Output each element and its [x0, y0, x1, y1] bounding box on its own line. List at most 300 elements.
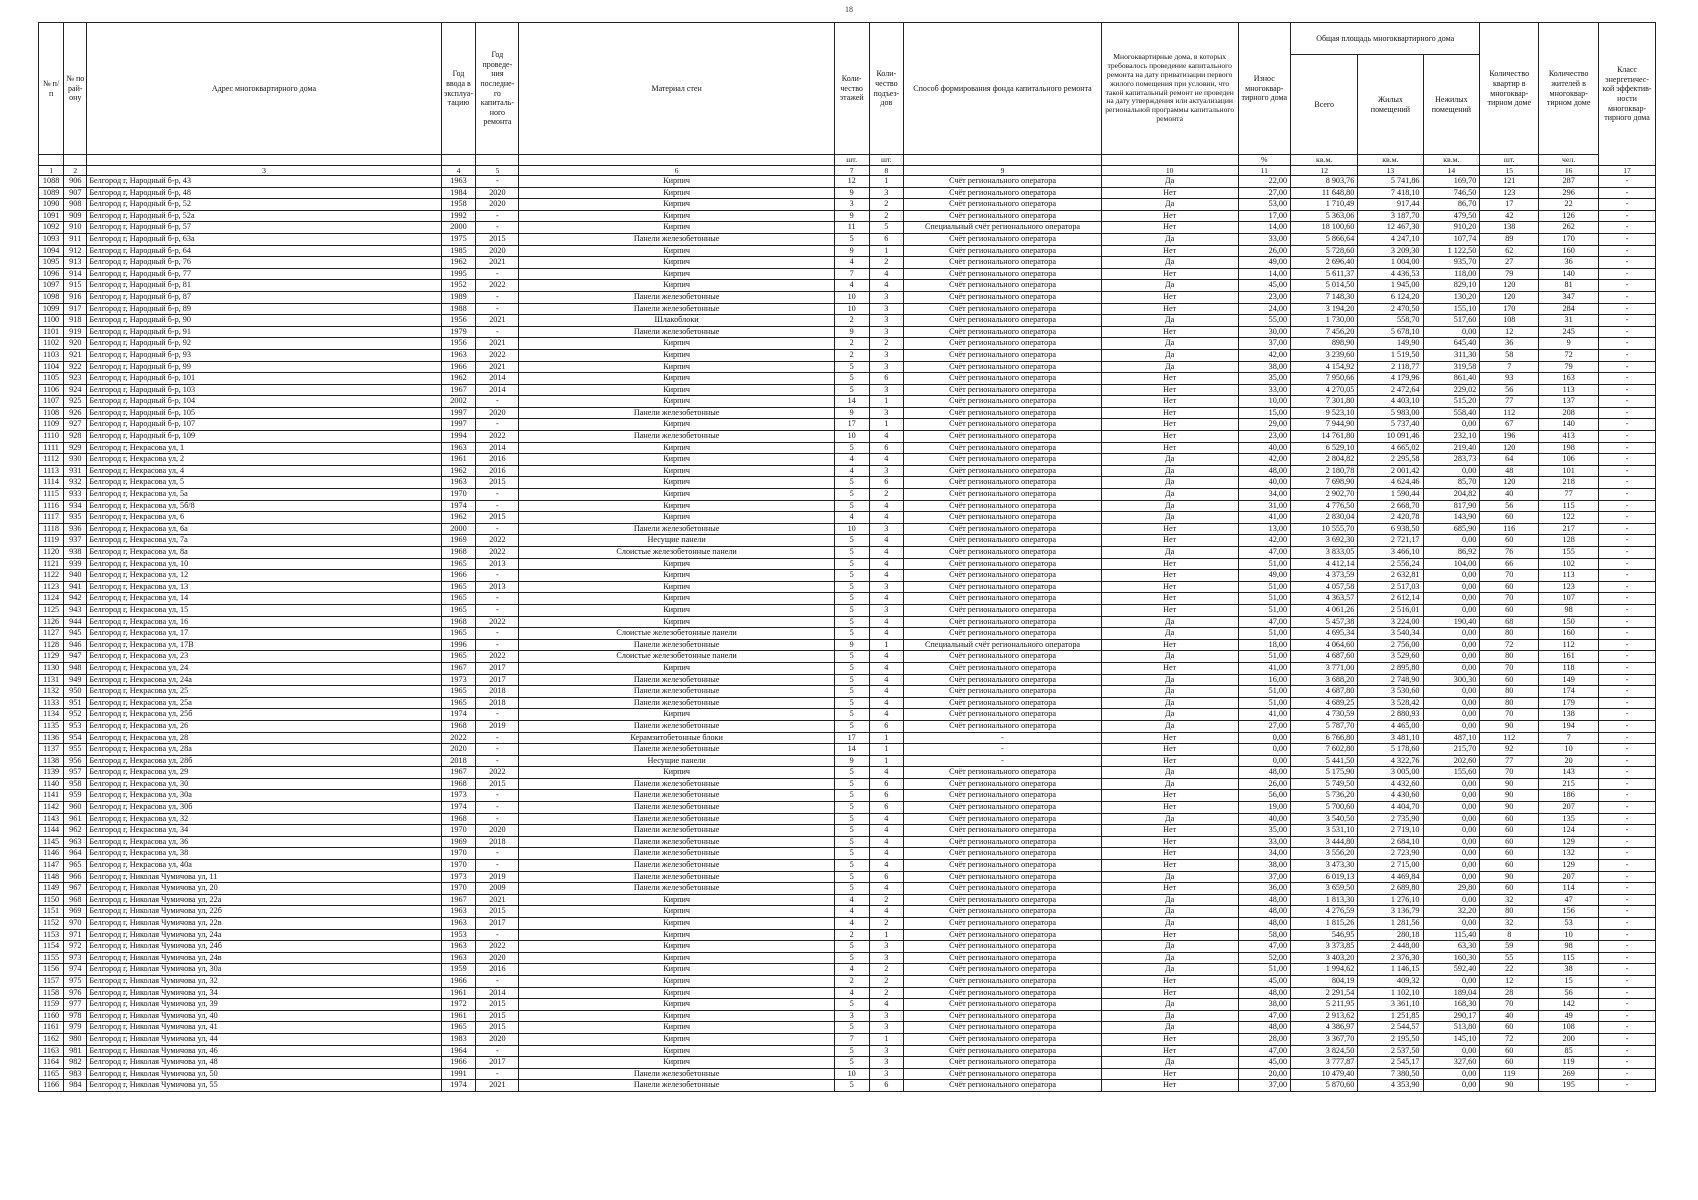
- cell-floors: 17: [834, 732, 869, 744]
- cell-year-built: 1994: [441, 431, 476, 443]
- cell-wall-material: Панели железобетонные: [519, 407, 834, 419]
- cell-fund-method: Счёт регионального оператора: [904, 326, 1102, 338]
- cell-apartments: 27: [1480, 257, 1539, 269]
- cell-address: Белгород г, Народный б-р, 101: [87, 373, 441, 385]
- cell-area-nonresidential: 0,00: [1423, 465, 1480, 477]
- cell-floors: 4: [834, 894, 869, 906]
- cell-energy-class: -: [1599, 338, 1656, 350]
- cell-area-total: 3 771,00: [1291, 662, 1358, 674]
- cell-apartments: 60: [1480, 674, 1539, 686]
- cell-energy-class: -: [1599, 918, 1656, 930]
- cell-wear: 45,00: [1238, 975, 1291, 987]
- cell-area-total: 1 815,26: [1291, 918, 1358, 930]
- cell-area-total: 3 824,50: [1291, 1045, 1358, 1057]
- cell-area-residential: 2 880,93: [1358, 709, 1423, 721]
- header-wear: Износ многоквар-тирного дома: [1238, 23, 1291, 155]
- cell-year-repair: 2015: [476, 778, 519, 790]
- cell-area-nonresidential: 190,40: [1423, 616, 1480, 628]
- cell-residents: 132: [1539, 848, 1599, 860]
- cell-apartments: 60: [1480, 1022, 1539, 1034]
- cell-energy-class: -: [1599, 848, 1656, 860]
- cell-area-residential: 1 276,10: [1358, 894, 1423, 906]
- cell-wall-material: Панели железобетонные: [519, 836, 834, 848]
- cell-fund-method: Счёт регионального оператора: [904, 291, 1102, 303]
- cell-entrances: 6: [869, 233, 904, 245]
- cell-floors: 5: [834, 767, 869, 779]
- cell-year-repair: 2015: [476, 512, 519, 524]
- table-row: [39, 604, 1656, 616]
- cell-fund-method: Счёт регионального оператора: [904, 709, 1102, 721]
- cell-address: Белгород г, Некрасова ул, 30а: [87, 790, 441, 802]
- cell-district-number: 907: [64, 187, 87, 199]
- cell-floors: 3: [834, 199, 869, 211]
- cell-wear: 24,00: [1238, 303, 1291, 315]
- cell-repair-required: Да: [1101, 454, 1238, 466]
- table-row: [39, 674, 1656, 686]
- cell-residents: 195: [1539, 1080, 1599, 1092]
- cell-year-repair: 2013: [476, 581, 519, 593]
- cell-row-number: 1108: [39, 407, 64, 419]
- cell-residents: 10: [1539, 929, 1599, 941]
- cell-wall-material: Кирпич: [519, 454, 834, 466]
- cell-wear: 27,00: [1238, 720, 1291, 732]
- cell-residents: 47: [1539, 894, 1599, 906]
- cell-repair-required: Нет: [1101, 558, 1238, 570]
- cell-year-repair: 2020: [476, 187, 519, 199]
- cell-year-repair: 2014: [476, 373, 519, 385]
- cell-area-nonresidential: 86,70: [1423, 199, 1480, 211]
- cell-row-number: 1140: [39, 778, 64, 790]
- cell-energy-class: -: [1599, 326, 1656, 338]
- table-row: [39, 187, 1656, 199]
- cell-energy-class: -: [1599, 500, 1656, 512]
- cell-district-number: 946: [64, 639, 87, 651]
- cell-fund-method: Счёт регионального оператора: [904, 1045, 1102, 1057]
- cell-wear: 0,00: [1238, 755, 1291, 767]
- cell-row-number: 1144: [39, 825, 64, 837]
- header-area-residential: Жилых помещений: [1358, 55, 1423, 155]
- cell-year-built: 1996: [441, 639, 476, 651]
- cell-area-residential: 2 895,80: [1358, 662, 1423, 674]
- cell-area-nonresidential: 0,00: [1423, 778, 1480, 790]
- cell-fund-method: Счёт регионального оператора: [904, 315, 1102, 327]
- cell-apartments: 7: [1480, 361, 1539, 373]
- cell-energy-class: -: [1599, 384, 1656, 396]
- cell-year-built: 1973: [441, 790, 476, 802]
- cell-apartments: 70: [1480, 662, 1539, 674]
- cell-wall-material: Кирпич: [519, 709, 834, 721]
- cell-year-built: 1968: [441, 720, 476, 732]
- cell-floors: 5: [834, 802, 869, 814]
- cell-year-repair: 2018: [476, 836, 519, 848]
- cell-fund-method: Счёт регионального оператора: [904, 616, 1102, 628]
- column-number: 4: [441, 166, 476, 176]
- cell-wear: 30,00: [1238, 326, 1291, 338]
- cell-district-number: 937: [64, 535, 87, 547]
- cell-entrances: 4: [869, 697, 904, 709]
- cell-wear: 34,00: [1238, 848, 1291, 860]
- cell-floors: 10: [834, 1068, 869, 1080]
- cell-district-number: 927: [64, 419, 87, 431]
- cell-district-number: 922: [64, 361, 87, 373]
- cell-year-built: 1961: [441, 454, 476, 466]
- cell-entrances: 4: [869, 848, 904, 860]
- cell-floors: 10: [834, 523, 869, 535]
- cell-energy-class: -: [1599, 836, 1656, 848]
- cell-fund-method: Счёт регионального оператора: [904, 1057, 1102, 1069]
- cell-area-nonresidential: 169,70: [1423, 176, 1480, 188]
- cell-year-built: 1970: [441, 848, 476, 860]
- cell-apartments: 92: [1480, 744, 1539, 756]
- cell-district-number: 931: [64, 465, 87, 477]
- cell-year-built: 1956: [441, 338, 476, 350]
- cell-district-number: 942: [64, 593, 87, 605]
- cell-row-number: 1133: [39, 697, 64, 709]
- cell-area-total: 5 870,60: [1291, 1080, 1358, 1092]
- cell-apartments: 12: [1480, 326, 1539, 338]
- column-number: 7: [834, 166, 869, 176]
- cell-wear: 20,00: [1238, 1068, 1291, 1080]
- cell-row-number: 1120: [39, 547, 64, 559]
- cell-floors: 5: [834, 662, 869, 674]
- cell-area-total: 3 239,60: [1291, 349, 1358, 361]
- table-row: [39, 523, 1656, 535]
- cell-entrances: 3: [869, 581, 904, 593]
- cell-wall-material: Слоистые железобетонные панели: [519, 547, 834, 559]
- cell-floors: 5: [834, 1022, 869, 1034]
- table-row: [39, 987, 1656, 999]
- table-row: [39, 512, 1656, 524]
- cell-area-residential: 2 756,00: [1358, 639, 1423, 651]
- table-row: [39, 407, 1656, 419]
- cell-repair-required: Да: [1101, 813, 1238, 825]
- cell-district-number: 952: [64, 709, 87, 721]
- cell-repair-required: Да: [1101, 349, 1238, 361]
- cell-row-number: 1114: [39, 477, 64, 489]
- cell-floors: 9: [834, 639, 869, 651]
- cell-wear: 38,00: [1238, 860, 1291, 872]
- cell-address: Белгород г, Народный б-р, 76: [87, 257, 441, 269]
- cell-entrances: 4: [869, 686, 904, 698]
- cell-year-built: 1989: [441, 291, 476, 303]
- cell-wear: 29,00: [1238, 419, 1291, 431]
- header-apartments: Количество квартир в многоквар-тирном доме: [1480, 23, 1539, 155]
- header-year-repair: Год проведе-ния последне-го капиталь-ного ремонта: [476, 23, 519, 155]
- cell-area-residential: 1 102,10: [1358, 987, 1423, 999]
- cell-fund-method: Счёт регионального оператора: [904, 523, 1102, 535]
- cell-wall-material: Кирпич: [519, 1022, 834, 1034]
- cell-year-repair: -: [476, 593, 519, 605]
- cell-residents: 36: [1539, 257, 1599, 269]
- table-row: [39, 373, 1656, 385]
- cell-district-number: 944: [64, 616, 87, 628]
- cell-repair-required: Да: [1101, 999, 1238, 1011]
- cell-wear: 40,00: [1238, 442, 1291, 454]
- cell-year-built: 1966: [441, 570, 476, 582]
- cell-area-nonresidential: 0,00: [1423, 628, 1480, 640]
- cell-area-residential: 4 404,70: [1358, 802, 1423, 814]
- cell-area-total: 5 866,64: [1291, 233, 1358, 245]
- cell-area-total: 3 540,50: [1291, 813, 1358, 825]
- cell-wear: 17,00: [1238, 210, 1291, 222]
- cell-area-total: 18 100,60: [1291, 222, 1358, 234]
- cell-address: Белгород г, Некрасова ул, 5: [87, 477, 441, 489]
- cell-area-nonresidential: 63,30: [1423, 941, 1480, 953]
- cell-fund-method: Счёт регионального оператора: [904, 187, 1102, 199]
- cell-apartments: 32: [1480, 918, 1539, 930]
- cell-energy-class: -: [1599, 373, 1656, 385]
- cell-fund-method: Счёт регионального оператора: [904, 1068, 1102, 1080]
- cell-apartments: 77: [1480, 396, 1539, 408]
- cell-area-nonresidential: 592,40: [1423, 964, 1480, 976]
- cell-year-repair: -: [476, 500, 519, 512]
- cell-wear: 52,00: [1238, 952, 1291, 964]
- cell-wear: 49,00: [1238, 257, 1291, 269]
- table-row: [39, 500, 1656, 512]
- cell-entrances: 4: [869, 674, 904, 686]
- cell-area-residential: 2 748,90: [1358, 674, 1423, 686]
- cell-year-built: 1984: [441, 187, 476, 199]
- cell-year-built: 1965: [441, 604, 476, 616]
- cell-fund-method: Счёт регионального оператора: [904, 349, 1102, 361]
- cell-fund-method: Счёт регионального оператора: [904, 303, 1102, 315]
- cell-year-repair: -: [476, 848, 519, 860]
- cell-energy-class: -: [1599, 1010, 1656, 1022]
- cell-year-built: 1963: [441, 442, 476, 454]
- cell-address: Белгород г, Народный б-р, 91: [87, 326, 441, 338]
- cell-residents: 112: [1539, 639, 1599, 651]
- cell-year-repair: -: [476, 523, 519, 535]
- cell-wall-material: Панели железобетонные: [519, 871, 834, 883]
- table-row: [39, 384, 1656, 396]
- cell-apartments: 70: [1480, 709, 1539, 721]
- cell-residents: 123: [1539, 581, 1599, 593]
- cell-area-total: 3 692,30: [1291, 535, 1358, 547]
- cell-repair-required: Да: [1101, 686, 1238, 698]
- cell-area-residential: 1 004,00: [1358, 257, 1423, 269]
- cell-residents: 245: [1539, 326, 1599, 338]
- cell-repair-required: Нет: [1101, 222, 1238, 234]
- cell-energy-class: -: [1599, 442, 1656, 454]
- cell-area-nonresidential: 558,40: [1423, 407, 1480, 419]
- cell-area-nonresidential: 85,70: [1423, 477, 1480, 489]
- cell-address: Белгород г, Народный б-р, 93: [87, 349, 441, 361]
- cell-residents: 129: [1539, 836, 1599, 848]
- cell-year-built: 1962: [441, 512, 476, 524]
- table-row: [39, 651, 1656, 663]
- cell-residents: 56: [1539, 987, 1599, 999]
- cell-row-number: 1119: [39, 535, 64, 547]
- cell-repair-required: Да: [1101, 500, 1238, 512]
- cell-area-total: 2 696,40: [1291, 257, 1358, 269]
- cell-year-repair: -: [476, 210, 519, 222]
- cell-wall-material: Панели железобетонные: [519, 883, 834, 895]
- cell-year-repair: 2014: [476, 987, 519, 999]
- cell-wear: 28,00: [1238, 1033, 1291, 1045]
- cell-year-built: 1962: [441, 465, 476, 477]
- cell-residents: 208: [1539, 407, 1599, 419]
- cell-residents: 22: [1539, 199, 1599, 211]
- cell-residents: 140: [1539, 419, 1599, 431]
- cell-fund-method: Счёт регионального оператора: [904, 512, 1102, 524]
- cell-area-total: 3 556,20: [1291, 848, 1358, 860]
- cell-energy-class: -: [1599, 639, 1656, 651]
- cell-year-repair: -: [476, 929, 519, 941]
- cell-apartments: 120: [1480, 477, 1539, 489]
- cell-fund-method: Счёт регионального оператора: [904, 373, 1102, 385]
- cell-district-number: 963: [64, 836, 87, 848]
- cell-area-total: 3 367,70: [1291, 1033, 1358, 1045]
- cell-district-number: 954: [64, 732, 87, 744]
- cell-row-number: 1090: [39, 199, 64, 211]
- cell-energy-class: -: [1599, 883, 1656, 895]
- cell-entrances: 6: [869, 790, 904, 802]
- cell-area-total: 898,90: [1291, 338, 1358, 350]
- cell-area-residential: 2 684,10: [1358, 836, 1423, 848]
- cell-area-total: 4 730,59: [1291, 709, 1358, 721]
- cell-area-nonresidential: 910,20: [1423, 222, 1480, 234]
- cell-residents: 15: [1539, 975, 1599, 987]
- cell-row-number: 1099: [39, 303, 64, 315]
- cell-row-number: 1161: [39, 1022, 64, 1034]
- cell-repair-required: Да: [1101, 257, 1238, 269]
- cell-year-repair: 2015: [476, 999, 519, 1011]
- cell-fund-method: Счёт регионального оператора: [904, 210, 1102, 222]
- table-row: [39, 210, 1656, 222]
- cell-wall-material: Слоистые железобетонные панели: [519, 628, 834, 640]
- cell-repair-required: Да: [1101, 697, 1238, 709]
- cell-apartments: 120: [1480, 442, 1539, 454]
- cell-year-built: 1961: [441, 987, 476, 999]
- cell-wear: 48,00: [1238, 987, 1291, 999]
- table-row: [39, 233, 1656, 245]
- cell-district-number: 980: [64, 1033, 87, 1045]
- cell-entrances: 2: [869, 964, 904, 976]
- cell-wear: 37,00: [1238, 871, 1291, 883]
- cell-area-nonresidential: 0,00: [1423, 593, 1480, 605]
- cell-area-residential: 2 612,14: [1358, 593, 1423, 605]
- cell-floors: 4: [834, 257, 869, 269]
- cell-year-repair: 2017: [476, 662, 519, 674]
- cell-area-nonresidential: 0,00: [1423, 871, 1480, 883]
- cell-row-number: 1097: [39, 280, 64, 292]
- cell-repair-required: Нет: [1101, 836, 1238, 848]
- cell-wall-material: Панели железобетонные: [519, 1080, 834, 1092]
- cell-year-built: 1968: [441, 813, 476, 825]
- cell-area-residential: 6 938,50: [1358, 523, 1423, 535]
- cell-fund-method: Счёт регионального оператора: [904, 500, 1102, 512]
- cell-row-number: 1089: [39, 187, 64, 199]
- table-row: [39, 790, 1656, 802]
- cell-wall-material: Несущие панели: [519, 535, 834, 547]
- cell-fund-method: Счёт регионального оператора: [904, 906, 1102, 918]
- cell-repair-required: Да: [1101, 767, 1238, 779]
- cell-wall-material: Кирпич: [519, 616, 834, 628]
- cell-area-total: 4 270,05: [1291, 384, 1358, 396]
- cell-fund-method: Счёт регионального оператора: [904, 674, 1102, 686]
- column-number-row: [39, 166, 1656, 176]
- cell-residents: 138: [1539, 709, 1599, 721]
- cell-energy-class: -: [1599, 419, 1656, 431]
- cell-year-built: 1985: [441, 245, 476, 257]
- cell-area-nonresidential: 817,90: [1423, 500, 1480, 512]
- cell-year-built: 2022: [441, 732, 476, 744]
- table-row: [39, 593, 1656, 605]
- cell-area-residential: 4 322,76: [1358, 755, 1423, 767]
- cell-floors: 9: [834, 245, 869, 257]
- cell-area-total: 3 444,80: [1291, 836, 1358, 848]
- cell-area-residential: 2 721,17: [1358, 535, 1423, 547]
- cell-year-built: 1969: [441, 535, 476, 547]
- table-row: [39, 442, 1656, 454]
- cell-area-nonresidential: 1 122,50: [1423, 245, 1480, 257]
- cell-area-residential: 2 517,03: [1358, 581, 1423, 593]
- table-row: [39, 280, 1656, 292]
- cell-residents: 262: [1539, 222, 1599, 234]
- cell-apartments: 90: [1480, 720, 1539, 732]
- table-row: [39, 894, 1656, 906]
- cell-fund-method: Счёт регионального оператора: [904, 419, 1102, 431]
- cell-fund-method: Счёт регионального оператора: [904, 778, 1102, 790]
- cell-year-built: 1965: [441, 697, 476, 709]
- cell-area-residential: 1 281,56: [1358, 918, 1423, 930]
- cell-address: Белгород г, Некрасова ул, 5б/8: [87, 500, 441, 512]
- cell-address: Белгород г, Николая Чумичова ул, 20: [87, 883, 441, 895]
- cell-year-built: 1973: [441, 674, 476, 686]
- cell-year-repair: -: [476, 176, 519, 188]
- cell-district-number: 950: [64, 686, 87, 698]
- cell-floors: 4: [834, 465, 869, 477]
- cell-repair-required: Да: [1101, 778, 1238, 790]
- table-row: [39, 176, 1656, 188]
- cell-wall-material: Кирпич: [519, 477, 834, 489]
- cell-fund-method: -: [904, 732, 1102, 744]
- cell-year-built: 1974: [441, 1080, 476, 1092]
- cell-district-number: 970: [64, 918, 87, 930]
- cell-wall-material: Панели железобетонные: [519, 802, 834, 814]
- header-year-built: Год ввода в эксплуа-тацию: [441, 23, 476, 155]
- cell-entrances: 3: [869, 349, 904, 361]
- cell-year-built: 1965: [441, 558, 476, 570]
- cell-fund-method: Счёт регионального оператора: [904, 407, 1102, 419]
- cell-wear: 48,00: [1238, 918, 1291, 930]
- cell-floors: 3: [834, 1010, 869, 1022]
- header-repair-required: Многоквартирные дома, в которых требовалось проведение капитального ремонта на дату приватизации первого жилого помещения при условии, что такой капитальный ремонт не проведен на дату утверждения или актуализации региональной программы капитального ремонта: [1101, 23, 1238, 155]
- table-row: [39, 361, 1656, 373]
- cell-apartments: 93: [1480, 373, 1539, 385]
- cell-wall-material: Кирпич: [519, 187, 834, 199]
- cell-fund-method: Счёт регионального оператора: [904, 465, 1102, 477]
- cell-fund-method: Счёт регионального оператора: [904, 697, 1102, 709]
- cell-floors: 7: [834, 268, 869, 280]
- cell-energy-class: -: [1599, 894, 1656, 906]
- cell-year-repair: 2022: [476, 616, 519, 628]
- cell-energy-class: -: [1599, 802, 1656, 814]
- cell-area-total: 5 457,38: [1291, 616, 1358, 628]
- cell-year-built: 1965: [441, 651, 476, 663]
- cell-floors: 5: [834, 999, 869, 1011]
- cell-area-nonresidential: 0,00: [1423, 790, 1480, 802]
- cell-apartments: 60: [1480, 581, 1539, 593]
- cell-residents: 98: [1539, 604, 1599, 616]
- cell-wall-material: Керамзитобетонные блоки: [519, 732, 834, 744]
- unit-area-nonresidential: кв.м.: [1423, 155, 1480, 166]
- cell-area-residential: 5 737,40: [1358, 419, 1423, 431]
- cell-area-residential: 3 005,00: [1358, 767, 1423, 779]
- cell-row-number: 1166: [39, 1080, 64, 1092]
- cell-wear: 33,00: [1238, 233, 1291, 245]
- cell-wear: 41,00: [1238, 512, 1291, 524]
